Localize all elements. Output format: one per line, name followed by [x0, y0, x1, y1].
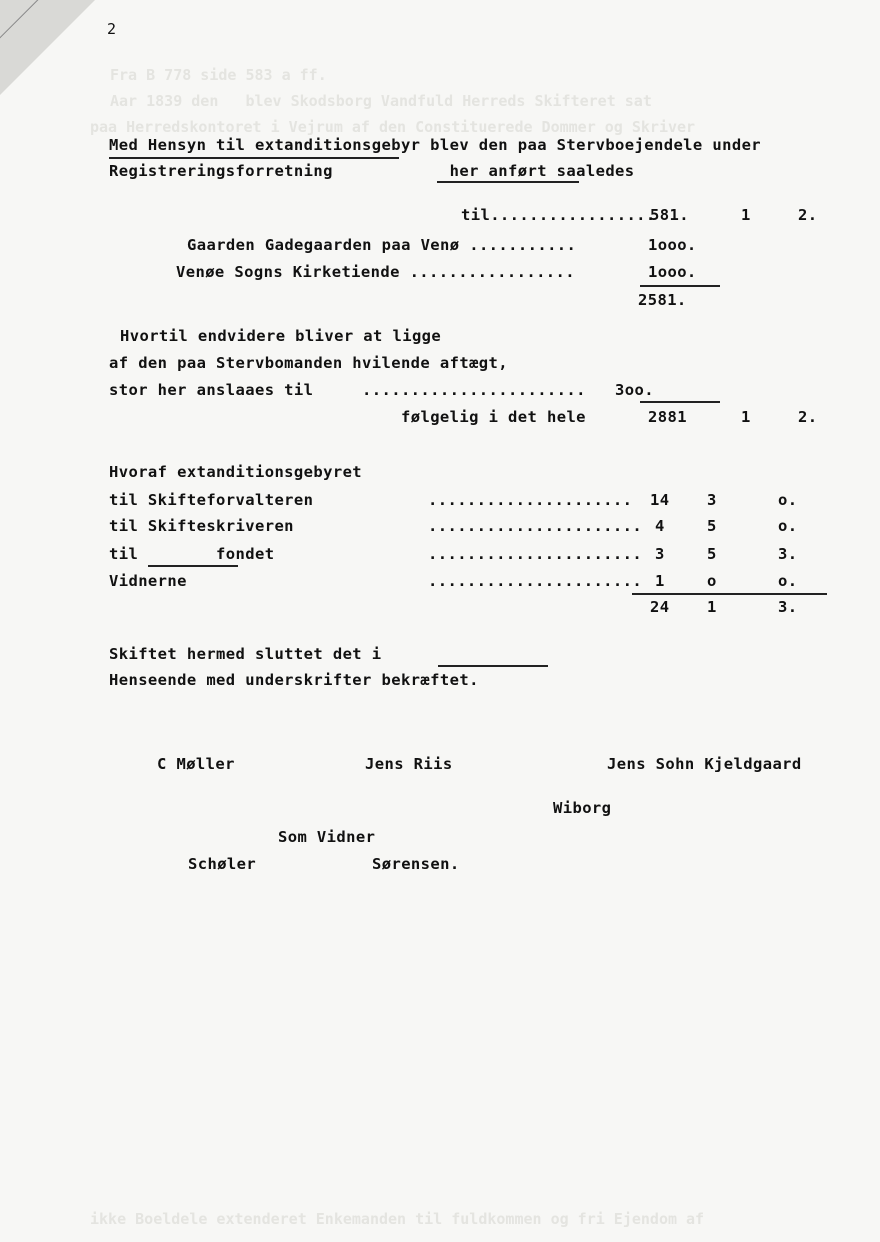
fee-sk: 3. — [778, 545, 798, 563]
valuation-value: 1ooo. — [648, 236, 697, 254]
text-line: Med Hensyn til extanditionsgebyr blev den paa Stervboejendele under — [109, 136, 762, 154]
fee-rd: 1 — [655, 572, 665, 590]
fees-heading: Hvoraf extanditionsgebyret — [109, 463, 363, 481]
signature: Jens Riis — [365, 755, 453, 773]
fee-label: til Skifteforvalteren — [109, 491, 314, 509]
fees-total-rd: 24 — [650, 598, 670, 616]
fees-total-sk: 3. — [778, 598, 798, 616]
fee-rd: 3 — [655, 545, 665, 563]
signature: Jens Sohn Kjeldgaard — [607, 755, 802, 773]
witness-signature: Schøler — [188, 855, 257, 873]
fee-sk: o. — [778, 572, 798, 590]
fee-label: til fondet — [109, 545, 275, 563]
underline — [438, 665, 548, 667]
signature: C Møller — [157, 755, 235, 773]
valuation-value: 1ooo. — [648, 263, 697, 281]
bleed-through-text: Aar 1839 den blev Skodsborg Vandfuld Herreds Skifteret sat — [110, 92, 652, 110]
fee-leader: ...................... — [428, 572, 643, 590]
valuation-label: Gaarden Gadegaarden paa Venø ........... — [187, 236, 577, 254]
fee-leader: ..................... — [428, 491, 633, 509]
witness-label: Som Vidner — [278, 828, 376, 846]
text-line: Skiftet hermed sluttet det i — [109, 645, 382, 663]
signature: Wiborg — [553, 799, 612, 817]
fee-mk: 5 — [707, 545, 717, 563]
sum-rule — [640, 401, 720, 403]
bleed-through-text: paa Herredskontoret i Vejrum af den Constituerede Dommer og Skriver — [90, 118, 696, 136]
fee-sk: o. — [778, 517, 798, 535]
fee-label: Vidnerne — [109, 572, 187, 590]
valuation-col2: 2. — [798, 206, 818, 224]
text-line: Henseende med underskrifter bekræftet. — [109, 671, 479, 689]
fee-mk: 5 — [707, 517, 717, 535]
text-line: af den paa Stervbomanden hvilende aftægt, — [109, 354, 509, 372]
fee-mk: o — [707, 572, 717, 590]
total-label: følgelig i det hele — [401, 408, 586, 426]
fee-rd: 14 — [650, 491, 670, 509]
underline — [148, 565, 238, 567]
underline — [109, 157, 399, 159]
folded-corner — [0, 0, 95, 95]
page-number: 2 — [107, 20, 117, 38]
text-line: Hvortil endvidere bliver at ligge — [120, 327, 442, 345]
fee-leader: ...................... — [428, 545, 643, 563]
valuation-label: Venøe Sogns Kirketiende ................. — [176, 263, 576, 281]
witness-signature: Sørensen. — [372, 855, 460, 873]
sum-rule — [640, 285, 720, 287]
total-col2: 2. — [798, 408, 818, 426]
bleed-through-text: Fra B 778 side 583 a ff. — [110, 66, 327, 84]
fee-mk: 3 — [707, 491, 717, 509]
fee-sk: o. — [778, 491, 798, 509]
fees-total-mk: 1 — [707, 598, 717, 616]
fee-leader: ...................... — [428, 517, 643, 535]
valuation-col1: 1 — [741, 206, 751, 224]
valuation-label: til................. — [461, 206, 656, 224]
fee-rd: 4 — [655, 517, 665, 535]
sum-rule — [632, 593, 827, 595]
bleed-through-text: ikke Boeldele extenderet Enkemanden til fuldkommen og fri Ejendom af — [90, 1210, 705, 1228]
valuation-total: 2581. — [638, 291, 687, 309]
total-value: 2881 — [648, 408, 687, 426]
total-col1: 1 — [741, 408, 751, 426]
text-line: stor her anslaaes til ....................... 3oo. — [109, 381, 654, 399]
text-line: Registreringsforretning her anført saaledes — [109, 162, 635, 180]
underline — [437, 181, 579, 183]
valuation-value: 581. — [650, 206, 689, 224]
fee-label: til Skifteskriveren — [109, 517, 294, 535]
